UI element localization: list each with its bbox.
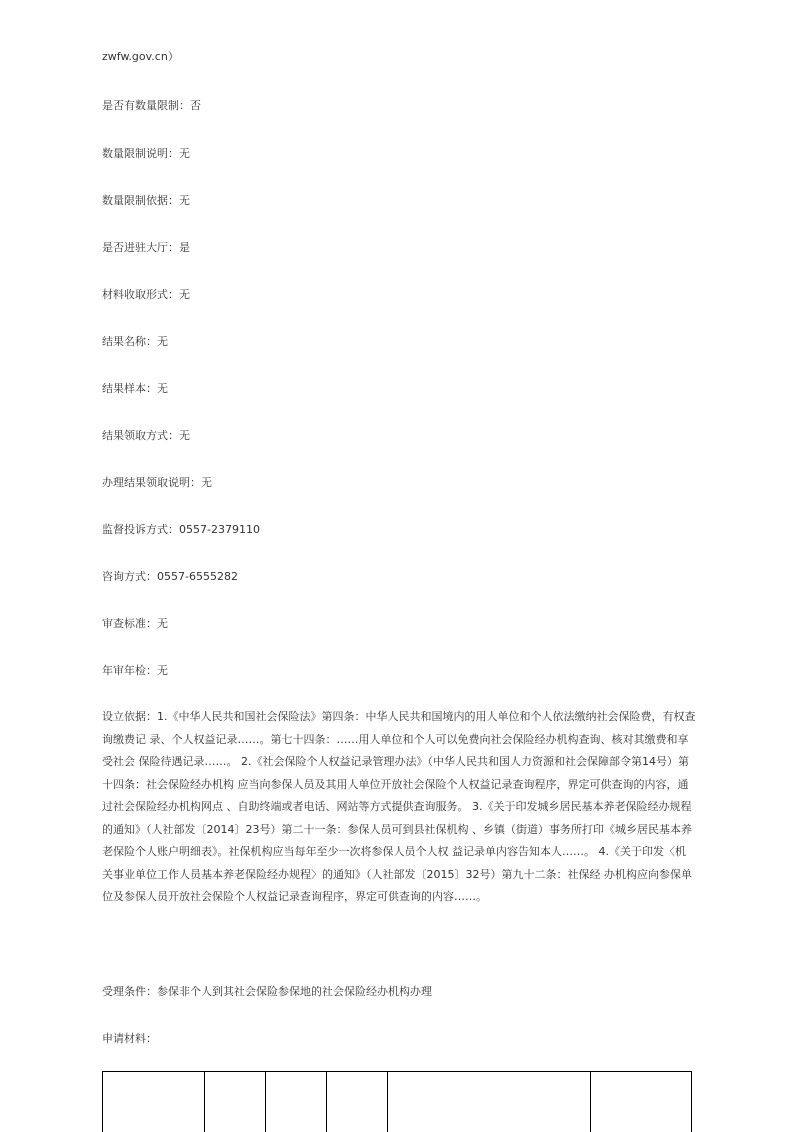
table-cell xyxy=(590,1072,692,1132)
materials-label: 申请材料： xyxy=(102,1032,157,1045)
result-sample-text: 结果样本：无 xyxy=(102,382,168,395)
website-tail-text: zwfw.gov.cn） xyxy=(102,50,179,63)
result-pickup-text: 结果领取方式：无 xyxy=(102,429,190,442)
review-standard-text: 审查标准：无 xyxy=(102,617,168,630)
materials-table xyxy=(102,1071,692,1132)
table-cell xyxy=(204,1072,265,1132)
table-cell xyxy=(102,1072,204,1132)
acceptance-condition-text: 受理条件：参保非个人到其社会保险参保地的社会保险经办机构办理 xyxy=(102,985,432,998)
basis-paragraph: 设立依据：1.《中华人民共和国社会保险法》第四条：中华人民共和国境内的用人单位和个人依法缴纳社会保险费，有权查询缴费记 录、个人权益记录……。第七十四条：……用人单位和个人可以免费向社会保险经办机构查询、核对其缴费和享受社会 保险待遇记录……。 2.《社会保险个人权益记录管理办法》（中华人民共和国人力资源和社会保障部令第14号）第十四条：社会保险经办机构 应当向参保人员及其用人单位开放社会保险个人权益记录查询程序，界定可供查询的内容，通过社会保险经办机构网点 、自助终端或者电话、网站等方式提供查询服务。 3.《关于印发城乡居民基本养老保险经办规程的通知》（人社部发〔2014〕23号）第二十一条：参保人员可到县社保机构 、乡镇（街道）事务所打印《城乡居民基本养老保险个人账户明细表》。社保机构应当每年至少一次将参保人员个人权 益记录单内容告知本人……。 4.《关于印发〈机关事业单位工作人员基本养老保险经办规程〉的通知》（人社部发〔2015〕32号）第九十二条：社保经 办机构应向参保单位及参保人员开放社会保险个人权益记录查询程序，界定可供查询的内容……。 xyxy=(102,710,696,903)
result-name-text: 结果名称：无 xyxy=(102,335,168,348)
result-pickup-desc-text: 办理结果领取说明：无 xyxy=(102,476,212,489)
annual-review-text: 年审年检：无 xyxy=(102,664,168,677)
quantity-limit-desc-text: 数量限制说明：无 xyxy=(102,147,190,160)
table-cell xyxy=(265,1072,326,1132)
table-cell xyxy=(326,1072,387,1132)
consult-text: 咨询方式：0557-6555282 xyxy=(102,570,238,583)
in-hall-text: 是否进驻大厅：是 xyxy=(102,241,190,254)
quantity-limit-basis-text: 数量限制依据：无 xyxy=(102,194,190,207)
material-form-text: 材料收取形式：无 xyxy=(102,288,190,301)
table-cell xyxy=(387,1072,590,1132)
complaint-text: 监督投诉方式：0557-2379110 xyxy=(102,523,260,536)
quantity-limit-text: 是否有数量限制：否 xyxy=(102,99,201,112)
